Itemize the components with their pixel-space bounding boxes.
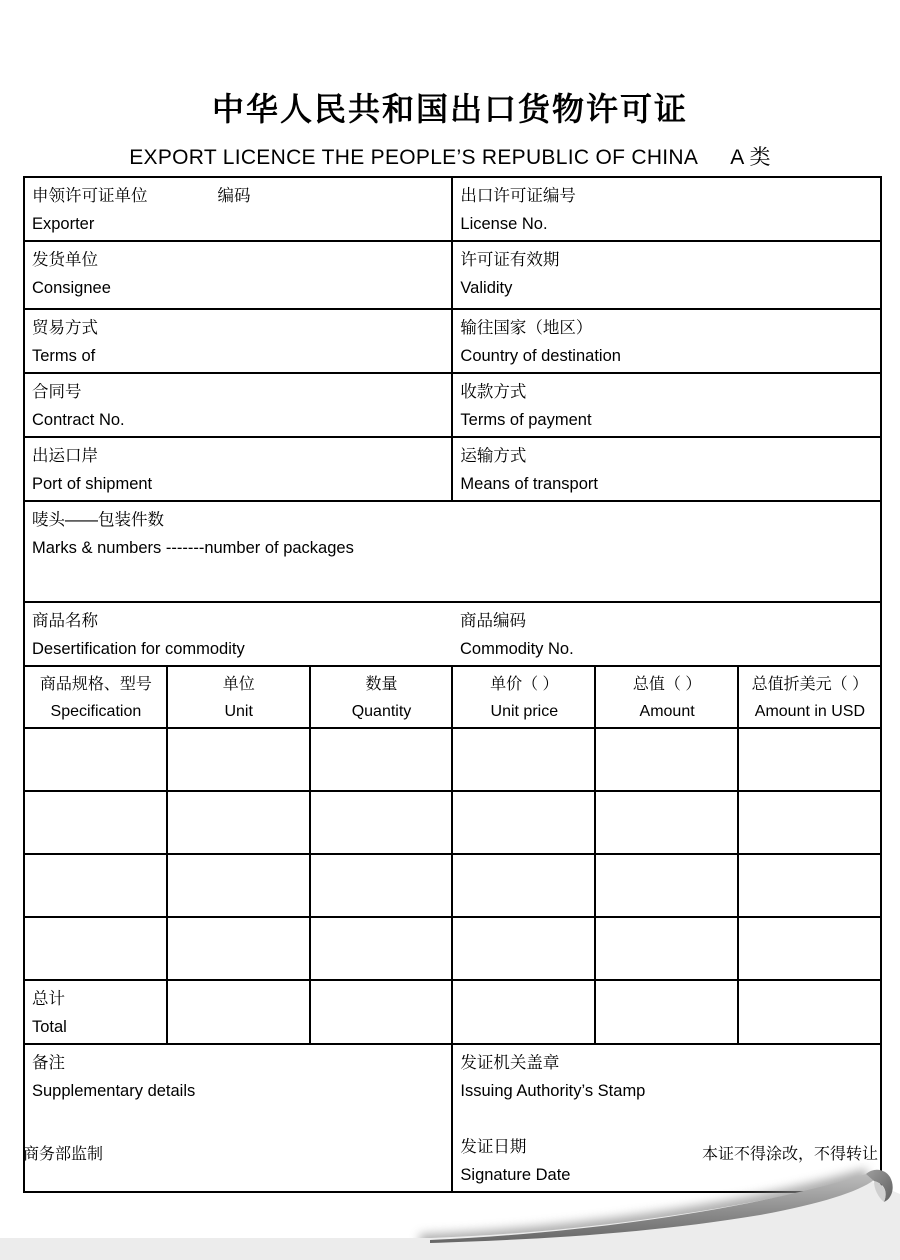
field-signature-date-label-zh: 发证日期 [460,1138,527,1156]
column-header-amount-usd-en: Amount in USD [754,703,866,720]
field-consignee [24,241,452,309]
field-means-of-transport-label-zh: 运输方式 [460,447,527,465]
grid-cell[interactable] [310,728,453,791]
field-terms-of-payment-label-en: Terms of payment [460,411,592,429]
column-header-unit-zh: 单位 [222,676,255,693]
column-header-amount-en: Amount [639,703,695,720]
field-contract-no-label-en: Contract No. [32,411,125,429]
field-port-of-shipment [24,437,452,501]
field-terms-of-payment [452,373,880,437]
field-signature-date-label-en: Signature Date [460,1166,571,1184]
field-marks-numbers [24,501,881,602]
field-contract-no [24,373,452,437]
field-code-label-zh: 编码 [217,187,251,205]
field-license-no-label-en: License No. [460,215,548,233]
grid-cell[interactable] [452,980,595,1044]
row-column-headers [24,666,881,728]
column-header-amount-usd [738,666,881,728]
page-curl-icon [0,1160,900,1260]
stamp-spacer [460,1105,873,1133]
grid-cell[interactable] [452,791,595,854]
page-curl-graphic [0,1160,900,1260]
field-commodity-name-label-zh: 商品名称 [32,612,98,630]
column-header-quantity-zh: 数量 [365,676,398,693]
field-consignee-label-en: Consignee [32,279,111,297]
field-terms-of [24,309,452,373]
grid-cell[interactable] [738,854,881,917]
grid-cell[interactable] [24,791,167,854]
field-destination-label-zh: 输往国家（地区） [460,319,593,337]
field-commodity-name [32,607,460,663]
grid-cell[interactable] [595,980,738,1044]
total-label-zh: 总计 [32,990,65,1008]
row-terms-destination [24,309,881,373]
field-terms-of-payment-label-zh: 收款方式 [460,383,527,401]
grid-cell[interactable] [24,854,167,917]
footer-notice-text: 本证不得涂改，不得转让 [701,1146,878,1163]
grid-cell[interactable] [452,728,595,791]
field-license-no-label-zh: 出口许可证编号 [460,187,576,205]
grid-cell[interactable] [310,917,453,980]
field-marks-numbers-label-zh: 唛头——包装件数 [32,511,164,529]
grid-cell[interactable] [595,728,738,791]
field-contract-no-label-zh: 合同号 [32,383,82,401]
column-header-unit-price-en: Unit price [490,703,559,720]
field-destination [452,309,880,373]
field-exporter-label-en: Exporter [32,215,95,233]
field-port-of-shipment-label-en: Port of shipment [32,475,153,493]
grid-cell[interactable] [24,917,167,980]
field-means-of-transport-label-en: Means of transport [460,475,598,493]
grid-cell[interactable] [452,917,595,980]
item-row-2 [24,791,881,854]
field-commodity-no [460,607,874,663]
column-header-specification-en: Specification [50,703,142,720]
grid-cell[interactable] [167,791,310,854]
field-destination-label-en: Country of destination [460,347,621,365]
item-row-4 [24,917,881,980]
field-terms-of-label-zh: 贸易方式 [32,319,98,337]
row-exporter-license [24,177,881,241]
column-header-quantity [310,666,453,728]
column-header-amount [595,666,738,728]
grid-cell[interactable] [310,854,453,917]
grid-cell[interactable] [310,980,453,1044]
column-header-unit [167,666,310,728]
grid-cell[interactable] [167,854,310,917]
total-label-en: Total [32,1018,67,1036]
field-validity-label-zh: 许可证有效期 [460,251,560,269]
field-consignee-label-zh: 发货单位 [32,251,98,269]
column-header-unit-price-zh: 单价（ ） [490,676,559,693]
field-terms-of-label-en: Terms of [32,347,96,365]
field-stamp-label-en: Issuing Authority’s Stamp [460,1082,646,1100]
row-consignee-validity [24,241,881,309]
grid-cell[interactable] [738,980,881,1044]
field-exporter [24,177,452,241]
document-subtitle [0,141,900,171]
grid-cell[interactable] [738,728,881,791]
total-label-cell [24,980,167,1044]
column-header-amount-zh: 总值（ ） [632,676,702,693]
field-commodity-name-label-en: Desertification for commodity [32,640,245,658]
item-row-1 [24,728,881,791]
field-exporter-label-zh: 申领许可证单位 编码 [32,187,251,205]
grid-cell[interactable] [167,980,310,1044]
grid-cell[interactable] [24,728,167,791]
row-port-transport [24,437,881,501]
field-commodity [24,602,881,666]
field-means-of-transport [452,437,880,501]
column-header-unit-price [452,666,595,728]
field-license-no [452,177,880,241]
column-header-unit-en: Unit [224,703,253,720]
grid-cell[interactable] [310,791,453,854]
row-contract-payment [24,373,881,437]
item-row-3 [24,854,881,917]
document-title-zh: 中华人民共和国出口货物许可证 [211,91,688,127]
grid-cell[interactable] [595,917,738,980]
field-validity-label-en: Validity [460,279,513,297]
field-marks-numbers-label-en: Marks & numbers -------number of packages [32,539,354,557]
field-stamp-label-zh: 发证机关盖章 [460,1054,560,1072]
grid-cell[interactable] [452,854,595,917]
row-total [24,980,881,1044]
row-commodity [24,602,881,666]
field-supplementary-label-en: Supplementary details [32,1082,196,1100]
column-header-specification-zh: 商品规格、型号 [39,676,152,693]
field-port-of-shipment-label-zh: 出运口岸 [32,447,98,465]
field-commodity-no-label-en: Commodity No. [460,640,574,658]
column-header-specification [24,666,167,728]
grid-cell[interactable] [167,728,310,791]
grid-cell[interactable] [595,854,738,917]
grid-cell[interactable] [738,791,881,854]
row-marks-numbers [24,501,881,602]
footer-issuer-text: 商务部监制 [23,1146,104,1163]
column-header-quantity-en: Quantity [351,703,412,720]
grid-cell[interactable] [595,791,738,854]
licence-form-table [23,176,882,1193]
field-commodity-no-label-zh: 商品编码 [460,612,526,630]
field-validity [452,241,880,309]
document-subtitle-en: EXPORT LICENCE THE PEOPLE’S REPUBLIC OF CHINA [129,146,699,169]
document-class-badge: A 类 [730,146,771,169]
column-header-amount-usd-zh: 总值折美元（ ） [751,676,869,693]
grid-cell[interactable] [167,917,310,980]
field-supplementary-label-zh: 备注 [32,1054,65,1072]
grid-cell[interactable] [738,917,881,980]
